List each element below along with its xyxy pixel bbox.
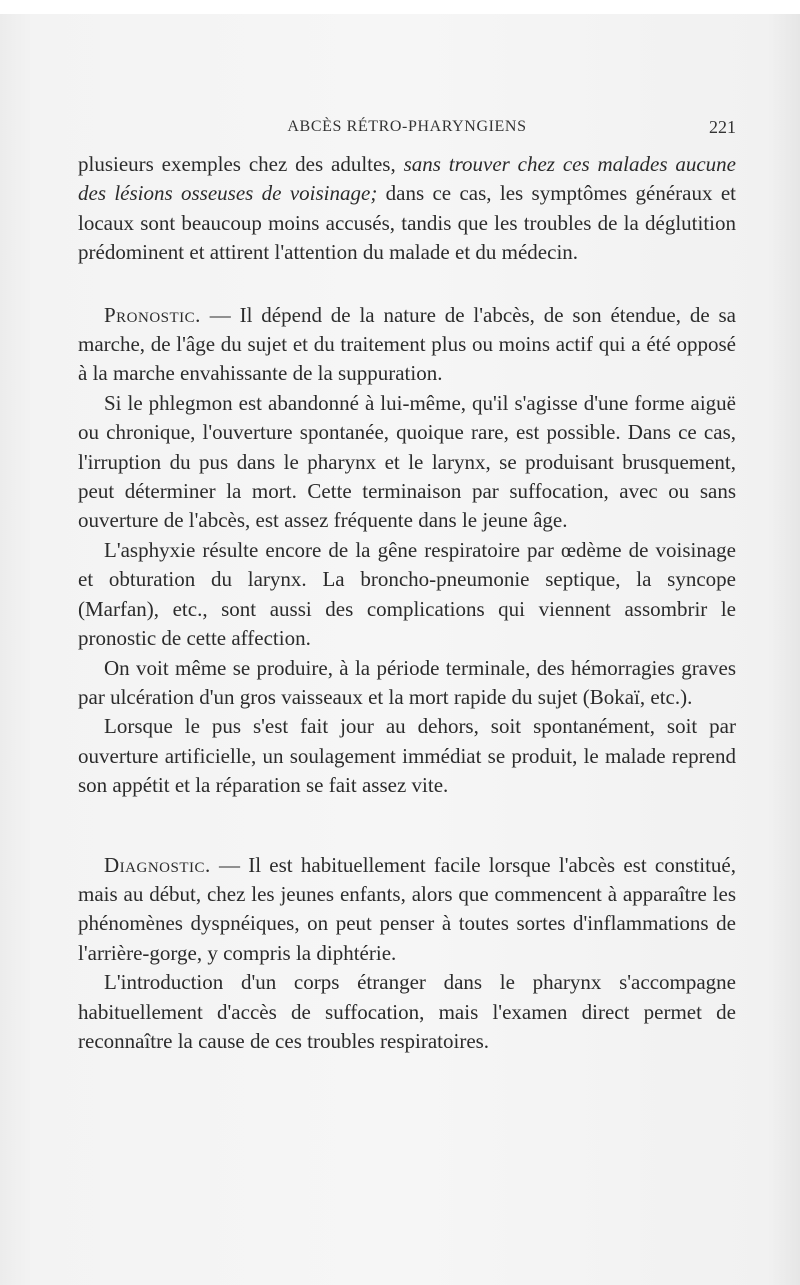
- intro-italic-text: sans trouver chez ces malades aucune des lésions osseuses de voisinage;: [78, 152, 736, 206]
- running-title: ABCÈS RÉTRO-PHARYNGIENS: [287, 118, 527, 135]
- page-number: 221: [709, 117, 736, 137]
- diagnostic-lead-text: — Il est habituellement facile lorsque l'abcès est constitué, mais au début, chez les jeunes enfants, alors que commencent à apparaître les phénomènes dyspnéiques, on peut penser à toutes sortes d'inflammations de l'arrière-gorge, y compris la diphtérie.: [78, 852, 736, 965]
- body-text: [78, 150, 736, 1056]
- section-gap: [78, 801, 736, 851]
- pronostic-paragraph: On voit même se produire, à la période terminale, des hémorragies graves par ulcération d'un gros vaisseaux et la mort rapide du sujet (Bokaï, etc.).: [78, 655, 736, 709]
- pronostic-heading: Pronostic.: [104, 302, 201, 327]
- pronostic-lead-text: — Il dépend de la nature de l'abcès, de son étendue, de sa marche, de l'âge du sujet et du traitement plus ou moins actif qui a été opposé à la marche envahissante de la suppuration.: [78, 302, 736, 386]
- intro-text-end: dans ce cas, les symptômes généraux et locaux sont beaucoup moins accusés, tandis que les troubles de la déglutition prédominent et attirent l'attention du malade et du médecin.: [78, 181, 736, 265]
- intro-text-start: plusieurs exemples chez des adultes,: [78, 152, 404, 176]
- pronostic-paragraph: Si le phlegmon est abandonné à lui-même, qu'il s'agisse d'une forme aiguë ou chronique, l'ouverture spontanée, quoique rare, est possible. Dans ce cas, l'irruption du pus dans le pharynx et le larynx, se produisant brusquement, peut déterminer la mort. Cette terminaison par suffocation, avec ou sans ouverture de l'abcès, est assez fréquente dans le jeune âge.: [78, 390, 736, 533]
- pronostic-paragraph: L'asphyxie résulte encore de la gêne respiratoire par œdème de voisinage et obturation du larynx. La broncho-pneumonie septique, la syncope (Marfan), etc., sont aussi des complications qui viennent assombrir le pronostic de cette affection.: [78, 537, 736, 651]
- pronostic-paragraph: Lorsque le pus s'est fait jour au dehors, soit spontanément, soit par ouverture artificielle, un soulagement immédiat se produit, le malade reprend son appétit et la réparation se fait assez vite.: [78, 714, 736, 798]
- diagnostic-paragraph-lead: [78, 851, 736, 969]
- page-header: [78, 115, 736, 145]
- intro-paragraph: [78, 150, 736, 268]
- diagnostic-paragraph: L'introduction d'un corps étranger dans le pharynx s'accompagne habituellement d'accès de suffocation, mais l'examen direct permet de reconnaître la cause de ces troubles respiratoires.: [78, 970, 736, 1053]
- section-gap: [78, 268, 736, 301]
- pronostic-paragraph-lead: [78, 301, 736, 389]
- diagnostic-heading: Diagnostic.: [104, 852, 211, 877]
